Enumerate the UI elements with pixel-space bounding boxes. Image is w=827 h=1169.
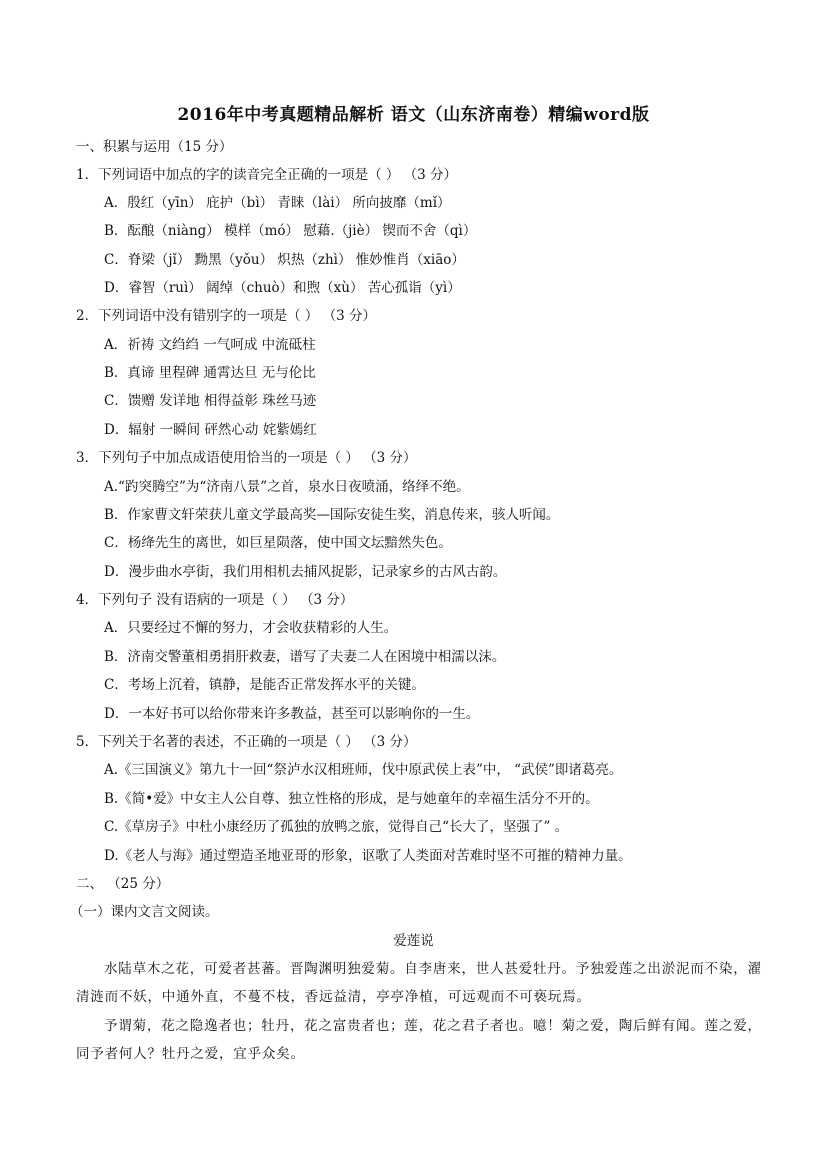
question-1-stem: 1．下列词语中加点的字的读音完全正确的一项是（ ） （3 分） bbox=[76, 167, 458, 183]
section-heading-2: 二、 （25 分） bbox=[76, 876, 170, 892]
essay-paragraph-1: 水陆草木之花，可爱者甚蕃。晋陶渊明独爱菊。自李唐来，世人甚爱牡丹。予独爱莲之出淤泥而不染，濯清涟而不妖，中通外直，不蔓不枝，香远益清，亭亭净植，可远观而不可亵玩焉。 bbox=[76, 961, 762, 1005]
question-5-option-c: C.《草房子》中杜小康经历了孤独的放鸭之旅，觉得自己“长大了，坚强了” 。 bbox=[104, 819, 569, 835]
question-2-stem: 2．下列词语中没有错别字的一项是（ ） （3 分） bbox=[76, 308, 377, 324]
question-1-option-d: D．睿智（ruì） 阔绰（chuò）和煦（xù） 苦心孤诣（yì） bbox=[104, 280, 461, 296]
document-title: 2016年中考真题精品解析 语文（山东济南卷）精编word版 bbox=[177, 105, 650, 125]
question-3-option-b: B．作家曹文轩荣获儿童文学最高奖—国际安徒生奖，消息传来，骇人听闻。 bbox=[104, 507, 560, 523]
question-2-option-d: D．辐射 一瞬间 砰然心动 姹紫嫣红 bbox=[104, 422, 317, 438]
question-5-option-b: B.《简•爱》中女主人公自尊、独立性格的形成，是与她童年的幸福生活分不开的。 bbox=[104, 791, 599, 807]
question-4-stem: 4．下列句子 没有语病的一项是（ ） （3 分） bbox=[76, 592, 354, 608]
question-4-option-c: C．考场上沉着，镇静，是能否正常发挥水平的关键。 bbox=[104, 677, 425, 693]
question-1-option-b: B．酝酿（niàng） 模样（mó） 慰藉.（jiè） 锲而不舍（qì） bbox=[104, 223, 477, 239]
question-1-option-a: A．殷红（yīn） 庇护（bì） 青睐（lài） 所向披靡（mǐ） bbox=[104, 195, 451, 211]
question-3-option-d: D．漫步曲水亭街，我们用相机去捕风捉影，记录家乡的古风古韵。 bbox=[104, 564, 507, 580]
question-4-option-b: B．济南交警董相勇捐肝救妻，谱写了夫妻二人在困境中相濡以沫。 bbox=[104, 649, 506, 665]
question-2-option-b: B．真谛 里程碑 通霄达旦 无与伦比 bbox=[104, 365, 316, 381]
question-4-option-a: A．只要经过不懈的努力，才会收获精彩的人生。 bbox=[104, 620, 398, 636]
question-5-option-a: A.《三国演义》第九十一回“祭泸水汉相班师，伐中原武侯上表”中， “武侯”即诸葛亮。 bbox=[104, 762, 623, 778]
question-3-stem: 3．下列句子中加点成语使用恰当的一项是（ ） （3 分） bbox=[76, 450, 417, 466]
question-5-option-d: D.《老人与海》通过塑造圣地亚哥的形象，讴歌了人类面对苦难时坚不可摧的精神力量。 bbox=[104, 848, 632, 864]
question-2-option-a: A．祈祷 文绉绉 一气呵成 中流砥柱 bbox=[104, 337, 316, 353]
question-3-option-c: C．杨绛先生的离世，如巨星陨落，使中国文坛黯然失色。 bbox=[104, 535, 452, 551]
essay-title: 爱莲说 bbox=[393, 933, 434, 949]
subsection-heading: （一）课内文言文阅读。 bbox=[70, 904, 219, 920]
question-2-option-c: C．馈赠 发详地 相得益彰 珠丝马迹 bbox=[104, 393, 317, 409]
essay-paragraph-2: 予谓菊，花之隐逸者也；牡丹，花之富贵者也；莲，花之君子者也。噫！菊之爱，陶后鲜有闻。莲之爱，同予者何人？牡丹之爱，宜乎众矣。 bbox=[76, 1018, 762, 1062]
question-5-stem: 5．下列关于名著的表述，不正确的一项是（ ） （3 分） bbox=[76, 734, 417, 750]
question-3-option-a: A.“趵突腾空”为“济南八景”之首，泉水日夜喷涌，络绎不绝。 bbox=[104, 479, 470, 495]
section-heading-1: 一、积累与运用（15 分） bbox=[76, 139, 233, 155]
question-1-option-c: C．脊梁（jǐ） 黝黑（yǒu） 炽热（zhì） 惟妙惟肖（xiāo） bbox=[104, 252, 465, 268]
question-4-option-d: D．一本好书可以给你带来许多教益，甚至可以影响你的一生。 bbox=[104, 706, 480, 722]
